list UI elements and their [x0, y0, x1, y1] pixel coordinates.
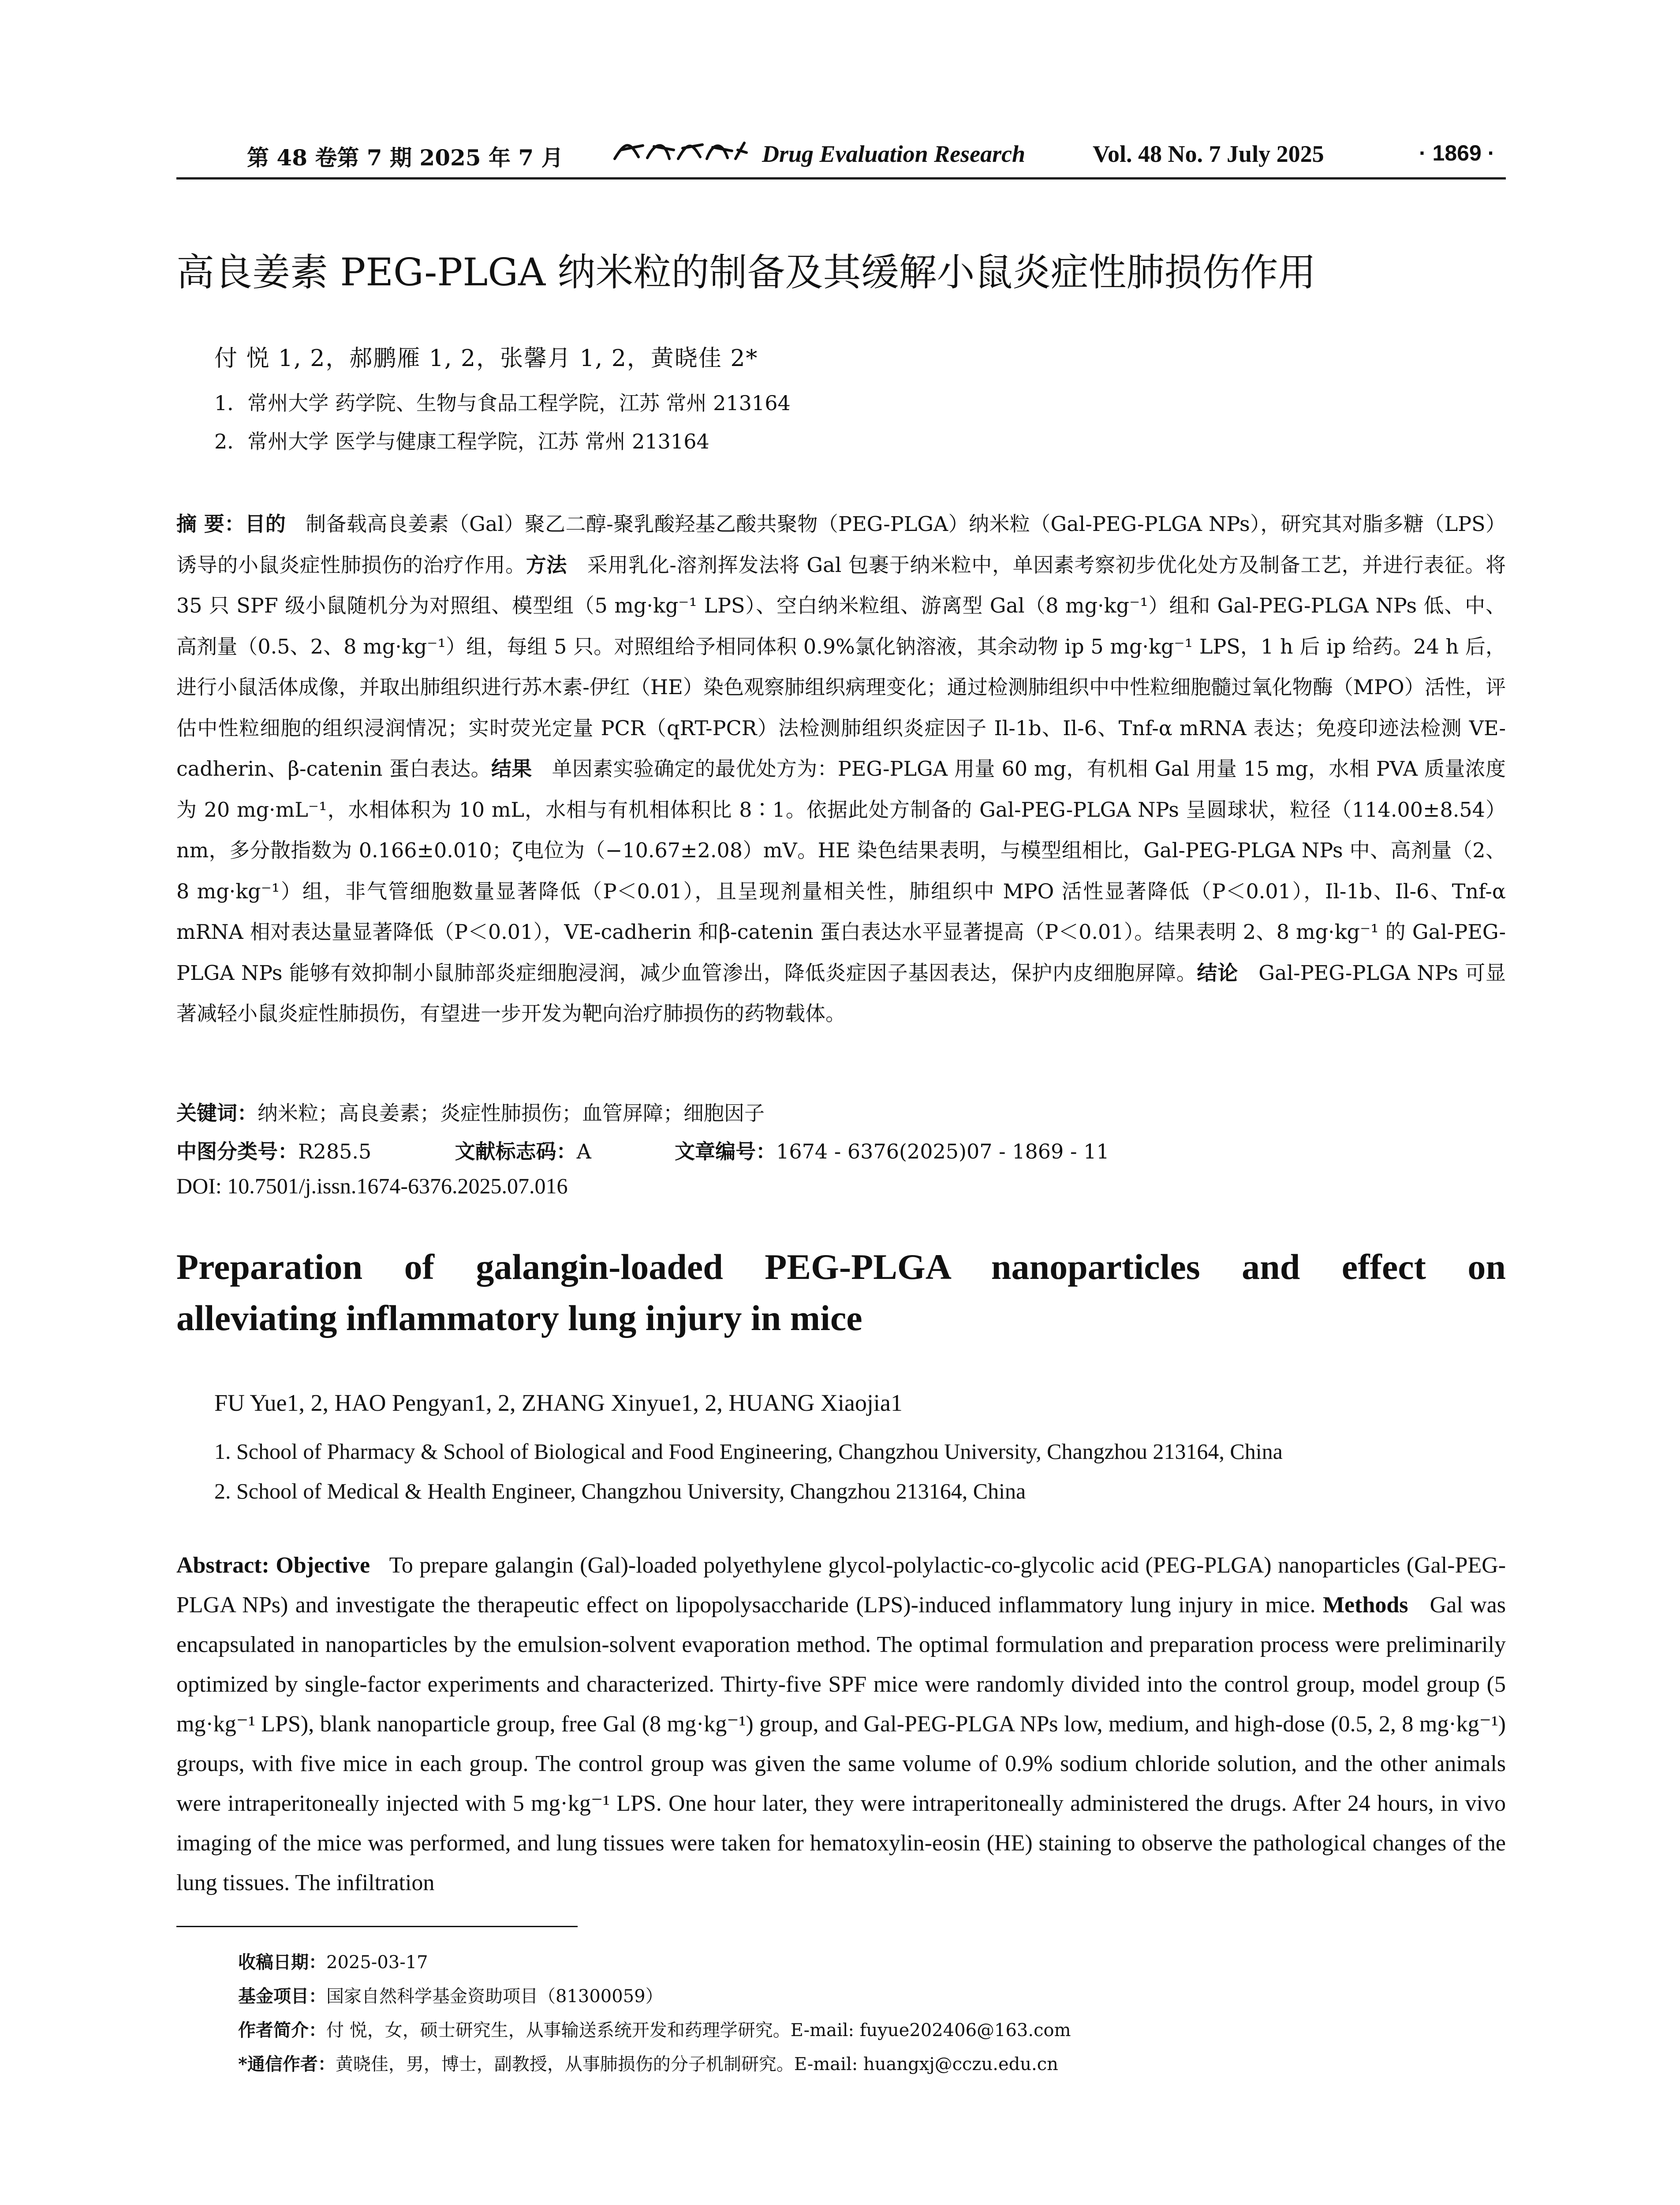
- header-volume: Vol. 48 No. 7 July 2025: [1093, 141, 1324, 167]
- abstract-cn-methods-label: 方法: [526, 553, 567, 577]
- abstract-en: [176, 1546, 1506, 1903]
- header-rule: [176, 177, 1506, 179]
- doc-code-label: 文献标志码：: [455, 1140, 577, 1163]
- abstract-cn-methods: 采用乳化-溶剂挥发法将 Gal 包裹于纳米粒中，单因素考察初步优化处方及制备工艺，并进行表征。将 35 只 SPF 级小鼠随机分为对照组、模型组（5 mg·kg⁻¹ LPS）、空白纳米粒组、游离型 Gal（8 mg·kg⁻¹）组和 Gal-PEG-PLGA NPs 低、中、高剂量（0.5、2、8 mg·kg⁻¹）组，每组 5 只。对照组给予相同体积 0.9%氯化钠溶液，其余动物 ip 5 mg·kg⁻¹ LPS，1 h 后 ip 给药。24 h 后，进行小鼠活体成像，并取出肺组织进行苏木素-伊红（HE）染色观察肺组织病理变化；通过检测肺组织中中性粒细胞髓过氧化物酶（MPO）活性，评估中性粒细胞的组织浸润情况；实时荧光定量 PCR（qRT-PCR）法检测肺组织炎症因子 Il-1b、Il-6、Tnf-α mRNA 表达；免疫印迹法检测 VE-cadherin、β-catenin 蛋白表达。: [176, 553, 1506, 781]
- footnote-received-value: 2025-03-17: [326, 1952, 428, 1973]
- keywords-cn: [176, 1097, 765, 1126]
- authors-en: FU Yue1, 2, HAO Pengyan1, 2, ZHANG Xinyue1, 2, HUANG Xiaojia1: [214, 1390, 903, 1416]
- footnote-corresponding-value: 黄晓佳，男，博士，副教授，从事肺损伤的分子机制研究。E-mail: huangxj@cczu.edu.cn: [335, 2054, 1058, 2074]
- doi: DOI: 10.7501/j.issn.1674-6376.2025.07.016: [176, 1174, 568, 1198]
- footnote-author-bio-label: 作者简介：: [238, 2020, 326, 2041]
- abstract-cn: [176, 504, 1506, 1034]
- header-issue-cn: 第 48 卷第 7 期 2025 年 7 月: [247, 145, 564, 171]
- footnote-author-bio: [238, 2016, 1071, 2041]
- abstract-en-objective-label: Objective: [276, 1553, 370, 1578]
- header-page-number: · 1869 ·: [1419, 141, 1495, 165]
- article-number-label: 文章编号：: [675, 1140, 777, 1163]
- footnote-funding-label: 基金项目：: [238, 1986, 326, 2007]
- abstract-cn-conclusion-label: 结论: [1197, 960, 1239, 985]
- authors-cn: 付 悦 1, 2，郝鹏雁 1, 2，张馨月 1, 2，黄晓佳 2*: [214, 345, 758, 372]
- abstract-cn-objective-label: 目的: [245, 512, 286, 536]
- title-en-line-1: Preparation of galangin-loaded PEG-PLGA nanoparticles and effect on: [176, 1247, 1506, 1287]
- abstract-cn-objective: 制备载高良姜素（Gal）聚乙二醇-聚乳酸羟基乙酸共聚物（PEG-PLGA）纳米粒（Gal-PEG-PLGA NPs），研究其对脂多糖（LPS）诱导的小鼠炎症性肺损伤的治疗作用。: [176, 512, 1506, 577]
- affiliation-cn-2: 2．常州大学 医学与健康工程学院，江苏 常州 213164: [214, 430, 709, 453]
- article-number-value: 1674 - 6376(2025)07 - 1869 - 11: [776, 1140, 1109, 1163]
- abstract-en-methods-label: Methods: [1322, 1592, 1408, 1618]
- title-en: [176, 1241, 1506, 1344]
- title-en-line-2: alleviating inflammatory lung injury in mice: [176, 1298, 862, 1338]
- abstract-en-objective: To prepare galangin (Gal)-loaded polyethylene glycol-polylactic-co-glycolic acid (PEG-PLGA) nanoparticles (Gal-PEG-PLGA NPs) and investigate the therapeutic effect on lipopolysaccharide (LPS)-induced inflammatory lung injury in mice.: [176, 1553, 1506, 1618]
- footnote-received: [238, 1948, 428, 1973]
- footnote-funding: [238, 1982, 663, 2007]
- abstract-cn-results-label: 结果: [491, 757, 532, 781]
- footnote-corresponding-label: *通信作者：: [238, 2054, 336, 2074]
- abstract-en-label: Abstract:: [176, 1553, 269, 1578]
- classification-line: [176, 1136, 1109, 1165]
- keywords-cn-label: 关键词：: [176, 1101, 258, 1125]
- journal-logo: [612, 137, 749, 165]
- footnote-received-label: 收稿日期：: [238, 1952, 326, 1973]
- footnote-author-bio-value: 付 悦，女，硕士研究生，从事输送系统开发和药理学研究。E-mail: fuyue202406@163.com: [326, 2020, 1071, 2041]
- keywords-cn-value: 纳米粒；高良姜素；炎症性肺损伤；血管屏障；细胞因子: [258, 1101, 765, 1125]
- header-journal-en: Drug Evaluation Research: [762, 141, 1026, 167]
- footnote-funding-value: 国家自然科学基金资助项目（81300059）: [326, 1986, 663, 2007]
- affiliation-en-2: 2. School of Medical & Health Engineer, Changzhou University, Changzhou 213164, China: [214, 1479, 1026, 1503]
- affiliation-cn-1: 1．常州大学 药学院、生物与食品工程学院，江苏 常州 213164: [214, 391, 791, 415]
- abstract-cn-conclusion: Gal-PEG-PLGA NPs 可显著减轻小鼠炎症性肺损伤，有望进一步开发为靶向治疗肺损伤的药物载体。: [176, 960, 1506, 1025]
- footnote-rule: [176, 1926, 578, 1927]
- doc-code-value: A: [576, 1140, 591, 1163]
- abstract-cn-label: 摘 要：: [176, 512, 245, 536]
- abstract-cn-results: 单因素实验确定的最优处方为：PEG-PLGA 用量 60 mg，有机相 Gal 用量 15 mg，水相 PVA 质量浓度为 20 mg·mL⁻¹，水相体积为 10 mL，水相与有机相体积比 8∶1。依据此处方制备的 Gal-PEG-PLGA NPs 呈圆球状，粒径（114.00±8.54）nm，多分散指数为 0.166±0.010；ζ电位为（−10.67±2.08）mV。HE 染色结果表明，与模型组相比，Gal-PEG-PLGA NPs 中、高剂量（2、8 mg·kg⁻¹）组，非气管细胞数量显著降低（P＜0.01），且呈现剂量相关性，肺组织中 MPO 活性显著降低（P＜0.01），Il-1b、Il-6、Tnf-α mRNA 相对表达量显著降低（P＜0.01），VE-cadherin 和β-catenin 蛋白表达水平显著提高（P＜0.01）。结果表明 2、8 mg·kg⁻¹ 的 Gal-PEG-PLGA NPs 能够有效抑制小鼠肺部炎症细胞浸润，减少血管渗出，降低炎症因子基因表达，保护内皮细胞屏障。: [176, 757, 1506, 985]
- footnote-corresponding: [238, 2050, 1058, 2075]
- clc-label: 中图分类号：: [176, 1140, 298, 1163]
- affiliation-en-1: 1. School of Pharmacy & School of Biological and Food Engineering, Changzhou University, Changzhou 213164, China: [214, 1439, 1283, 1464]
- title-cn: 高良姜素 PEG-PLGA 纳米粒的制备及其缓解小鼠炎症性肺损伤作用: [176, 250, 1316, 295]
- clc-value: R285.5: [298, 1140, 372, 1163]
- abstract-en-methods: Gal was encapsulated in nanoparticles by the emulsion-solvent evaporation method. The optimal formulation and preparation process were preliminarily optimized by single-factor experiments and characterized. Thirty-five SPF mice were randomly divided into the control group, model group (5 mg·kg⁻¹ LPS), blank nanoparticle group, free Gal (8 mg·kg⁻¹) group, and Gal-PEG-PLGA NPs low, medium, and high-dose (0.5, 2, 8 mg·kg⁻¹) groups, with five mice in each group. The control group was given the same volume of 0.9% sodium chloride solution, and the other animals were intraperitoneally injected with 5 mg·kg⁻¹ LPS. One hour later, they were intraperitoneally administered the drugs. After 24 hours, in vivo imaging of the mice was performed, and lung tissues were taken for hematoxylin-eosin (HE) staining to observe the pathological changes of the lung tissues. The infiltration: [176, 1592, 1506, 1895]
